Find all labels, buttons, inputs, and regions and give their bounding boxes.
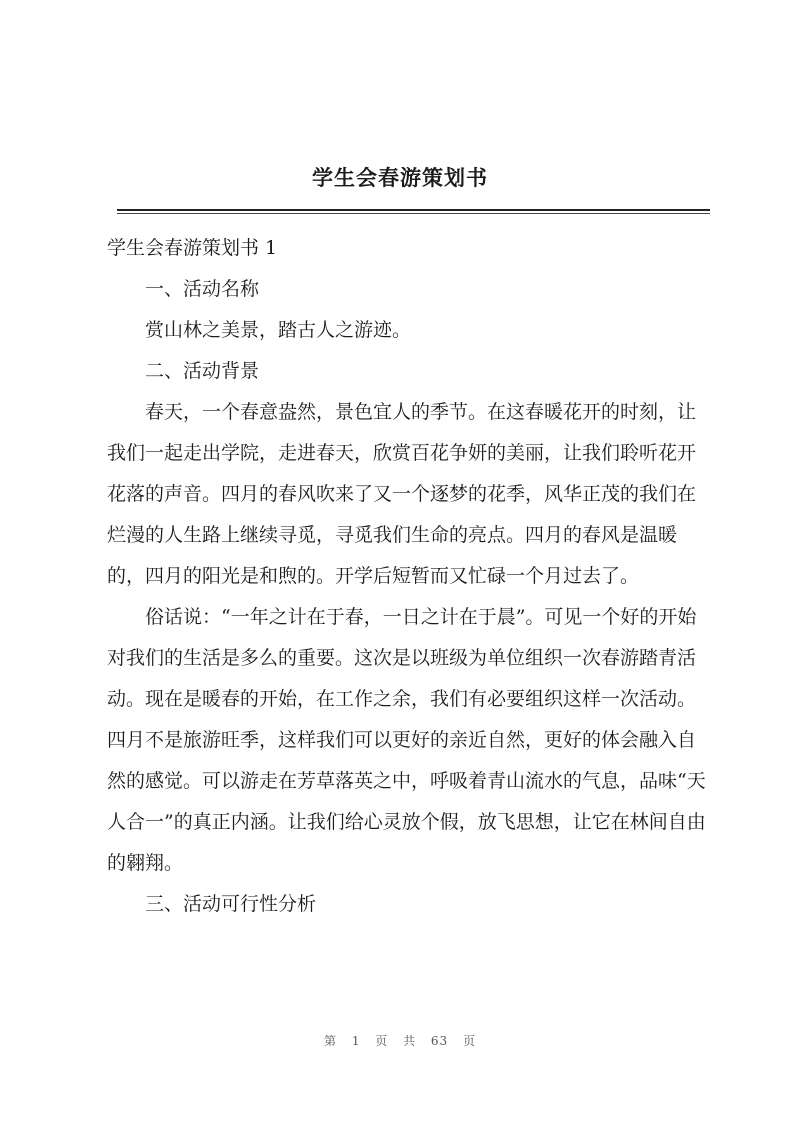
section-heading-activity-name: 一、活动名称 [145, 278, 260, 300]
document-title: 学生会春游策划书 [312, 165, 488, 190]
section-heading-main: 学生会春游策划书 1 [107, 237, 278, 259]
background-paragraph-1: 春天，一个春意盎然，景色宜人的季节。在这春暖花开的时刻，让我们一起走出学院，走进春天，欣赏百花争妍的美丽，让我们聆听花开花落的声音。四月的春风吹来了又一个逐梦的花季，风华正茂的我们在烂漫的人生路上继续寻觅，寻觅我们生命的亮点。四月的春风是温暖的，四月的阳光是和煦的。开学后短暂而又忙碌一个月过去了。 [107, 401, 697, 587]
page-footer: 第 1 页 共 63 页 [324, 1034, 476, 1048]
section-heading-background: 二、活动背景 [145, 360, 260, 382]
background-paragraph-2: 俗话说：“一年之计在于春，一日之计在于晨”。可见一个好的开始对我们的生活是多么的重要。这次是以班级为单位组织一次春游踏青活动。现在是暖春的开始，在工作之余，我们有必要组织这样一次活动。四月不是旅游旺季，这样我们可以更好的亲近自然，更好的体会融入自然的感觉。可以游走在芳草落英之中，呼吸着青山流水的气息，品味“天人合一”的真正内涵。让我们给心灵放个假，放飞思想，让它在林间自由的翱翔。 [107, 606, 706, 874]
activity-name-text: 赏山林之美景，踏古人之游迹。 [145, 319, 412, 341]
title-divider-thin [117, 213, 710, 214]
title-divider-thick [117, 209, 710, 211]
section-heading-feasibility: 三、活动可行性分析 [145, 893, 317, 915]
document-body [107, 228, 710, 925]
